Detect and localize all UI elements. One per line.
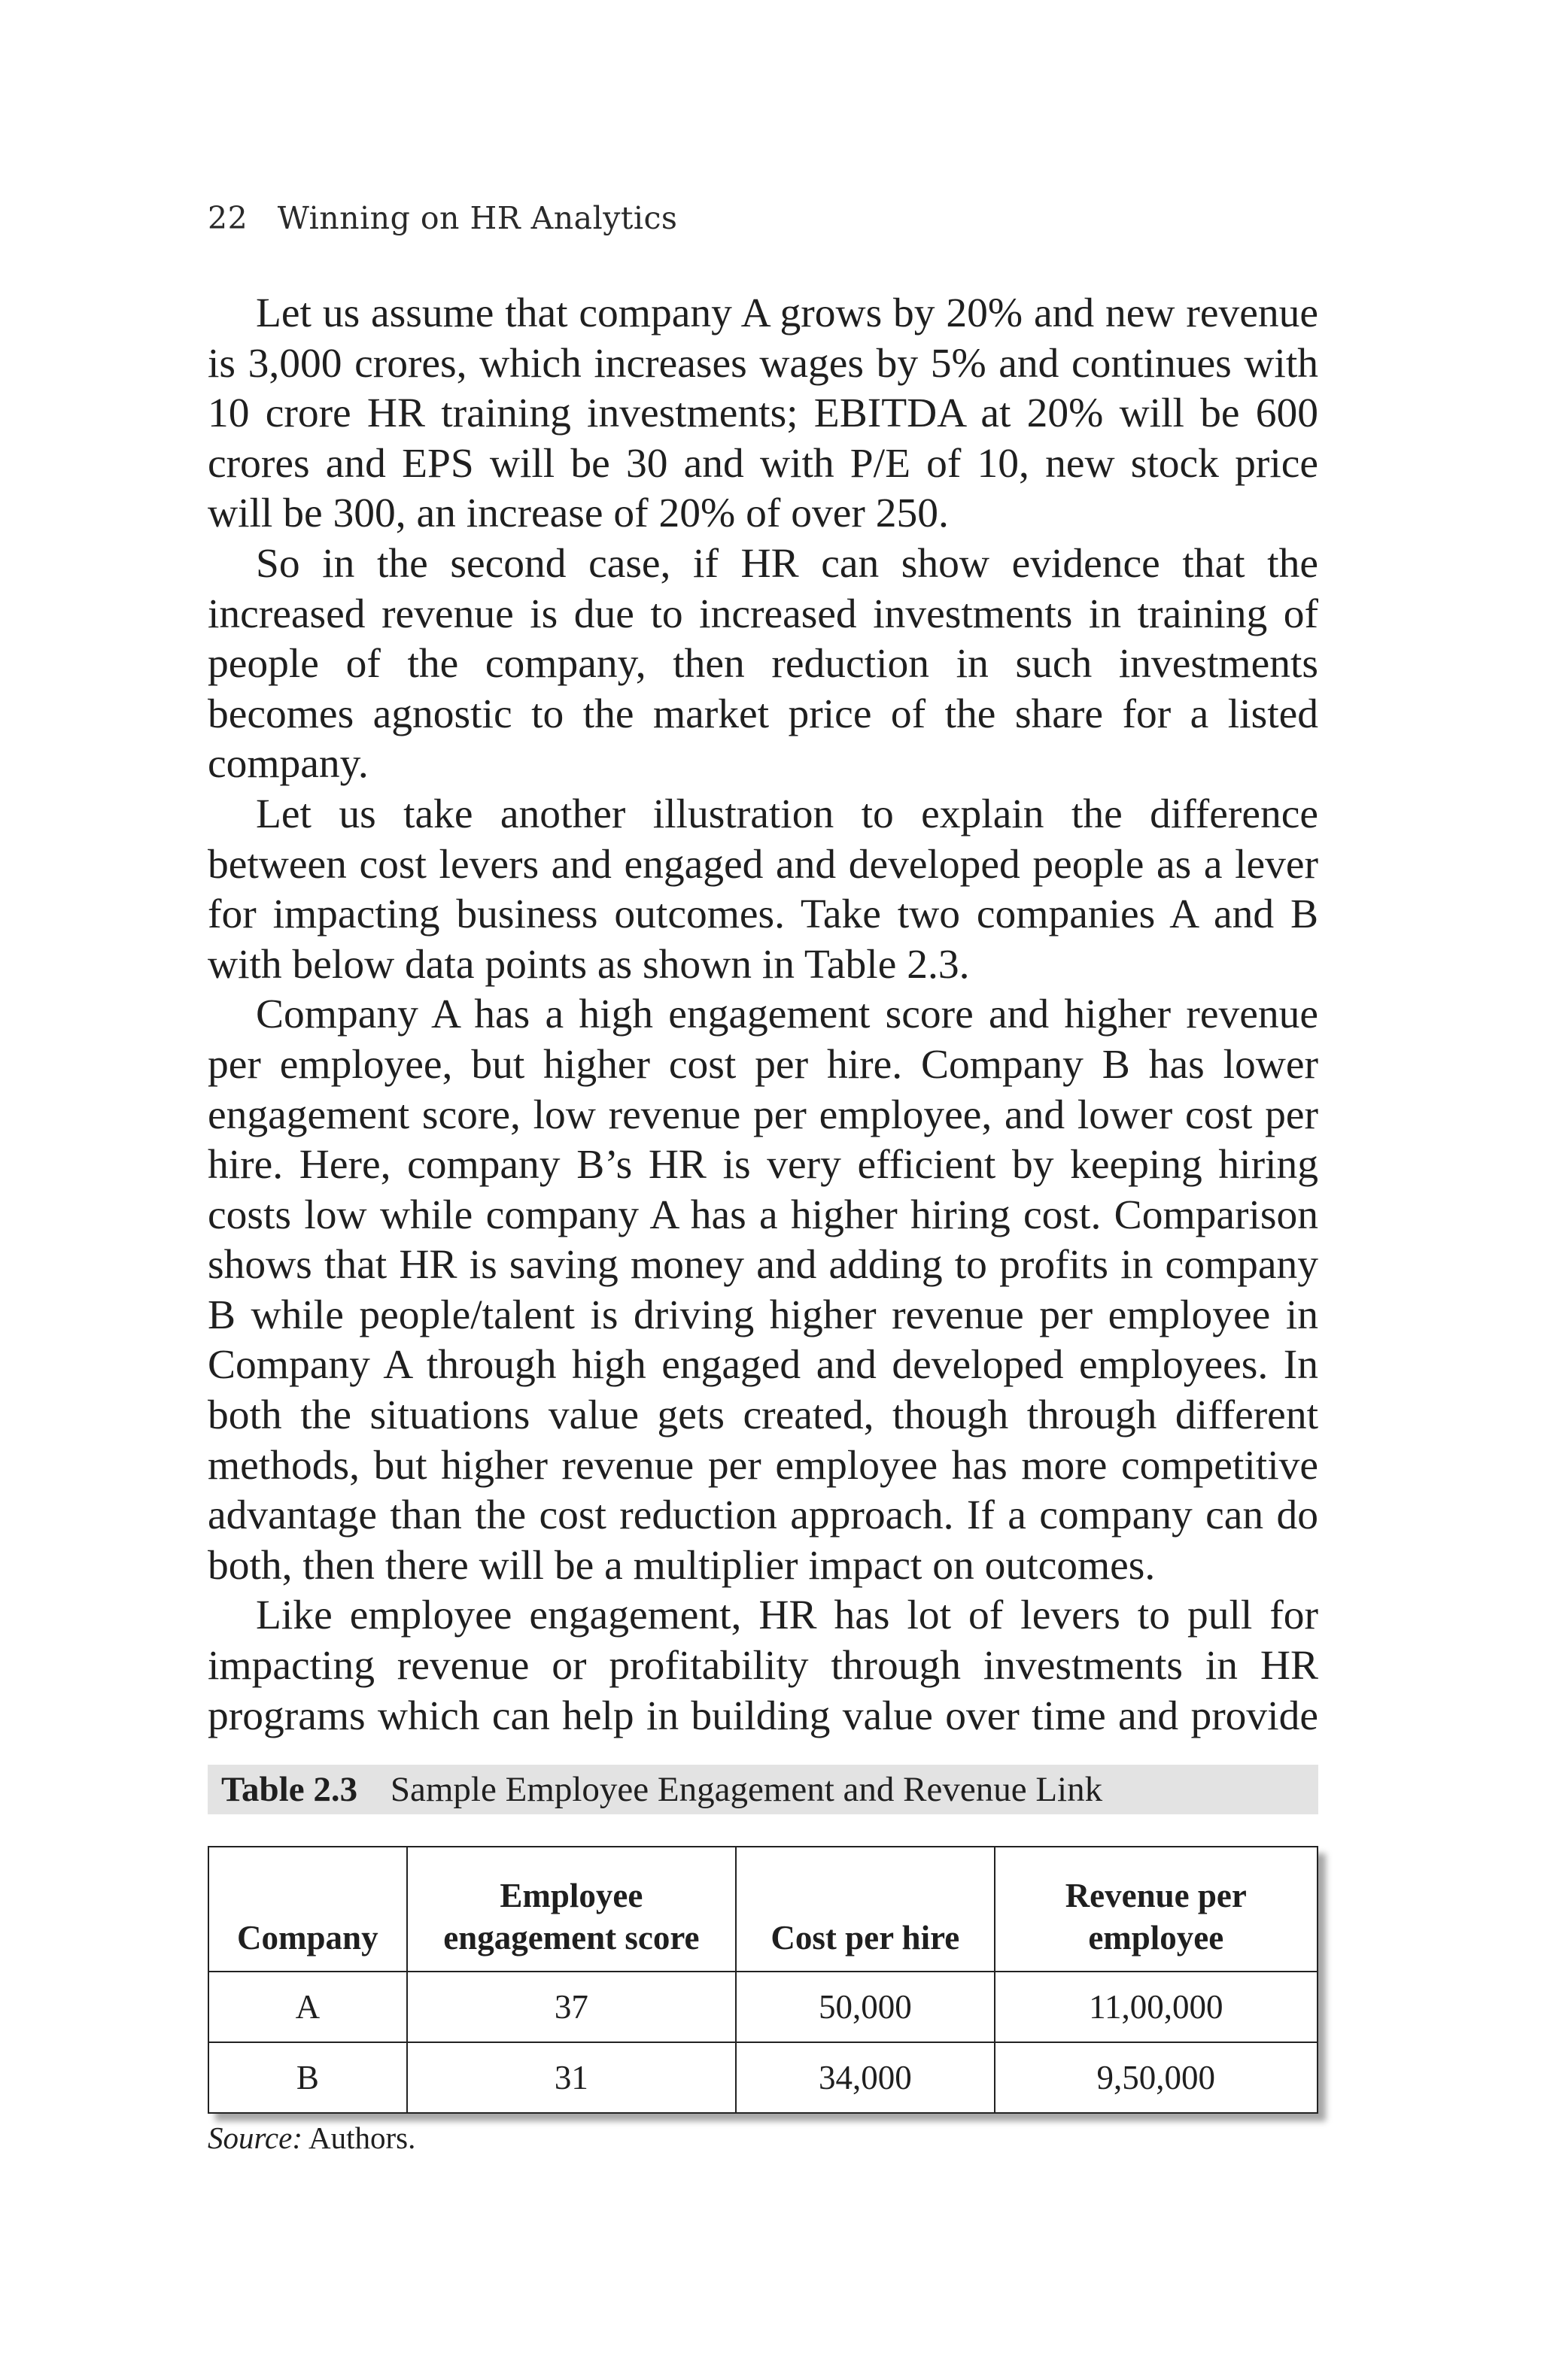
header-company: Company <box>208 1847 407 1972</box>
table-cell: 50,000 <box>736 1972 995 2042</box>
table-caption-label: Table 2.3 <box>221 1770 358 1809</box>
table-caption <box>208 1765 1318 1814</box>
table-caption-title: Sample Employee Engagement and Revenue Link <box>390 1770 1103 1809</box>
body-text <box>208 289 1318 1741</box>
page-number: 22 <box>208 200 248 236</box>
paragraph-company-comparison: Company A has a high engagement score and higher revenue per employee, but higher cost per hire. Company B has lower engagement score, low revenue per employee, and lower cost per hire. Here, company B’s HR is very efficient by keeping hiring costs low while company A has a higher hiring cost. Comparison shows that HR is saving money and adding to profits in company B while people/talent is driving higher revenue per employee in Company A through high engaged and developed employees. In both the situations value gets created, though through different methods, but higher revenue per employee has more competitive advantage than the cost reduction approach. If a company can do both, then there will be a multiplier impact on outcomes. <box>208 991 1318 1589</box>
table-cell: 37 <box>407 1972 736 2042</box>
table-cell: B <box>208 2042 407 2113</box>
table-row <box>208 1972 1318 2042</box>
table-cell: 11,00,000 <box>995 1972 1318 2042</box>
header-engagement-score: Employee engagement score <box>407 1847 736 1972</box>
paragraph-training-evidence: So in the second case, if HR can show evidence that the increased revenue is due to increased investments in training of people of the company, then reduction in such investments becomes agnostic to the market price of the share for a listed company. <box>208 540 1318 788</box>
table-row <box>208 2042 1318 2113</box>
running-head <box>208 200 677 236</box>
table-header-row <box>208 1847 1318 1972</box>
source-label: Source: <box>208 2120 302 2155</box>
header-cost-per-hire: Cost per hire <box>736 1847 995 1972</box>
table-container <box>208 1846 1318 2114</box>
source-text: Authors. <box>308 2120 416 2155</box>
engagement-revenue-table <box>208 1846 1318 2114</box>
paragraph-hr-levers: Like employee engagement, HR has lot of levers to pull for impacting revenue or profitability through investments in HR programs which can help in building value over time and provide <box>208 1592 1318 1739</box>
table-cell: A <box>208 1972 407 2042</box>
paragraph-cost-levers-illustration: Let us take another illustration to explain the difference between cost levers and engaged and developed people as a lever for impacting business outcomes. Take two companies A and B with below data points as shown in Table 2.3. <box>208 791 1318 988</box>
header-revenue-per-employee: Revenue per employee <box>995 1847 1318 1972</box>
paragraph-stock-price-example: Let us assume that company A grows by 20% and new revenue is 3,000 crores, which increases wages by 5% and continues with 10 crore HR training investments; EBITDA at 20% will be 600 crores and EPS will be 30 and with P/E of 10, new stock price will be 300, an increase of 20% of over 250. <box>208 290 1318 537</box>
source-note <box>208 2120 415 2156</box>
table-cell: 9,50,000 <box>995 2042 1318 2113</box>
table-cell: 34,000 <box>736 2042 995 2113</box>
table-cell: 31 <box>407 2042 736 2113</box>
book-title: Winning on HR Analytics <box>277 200 678 236</box>
